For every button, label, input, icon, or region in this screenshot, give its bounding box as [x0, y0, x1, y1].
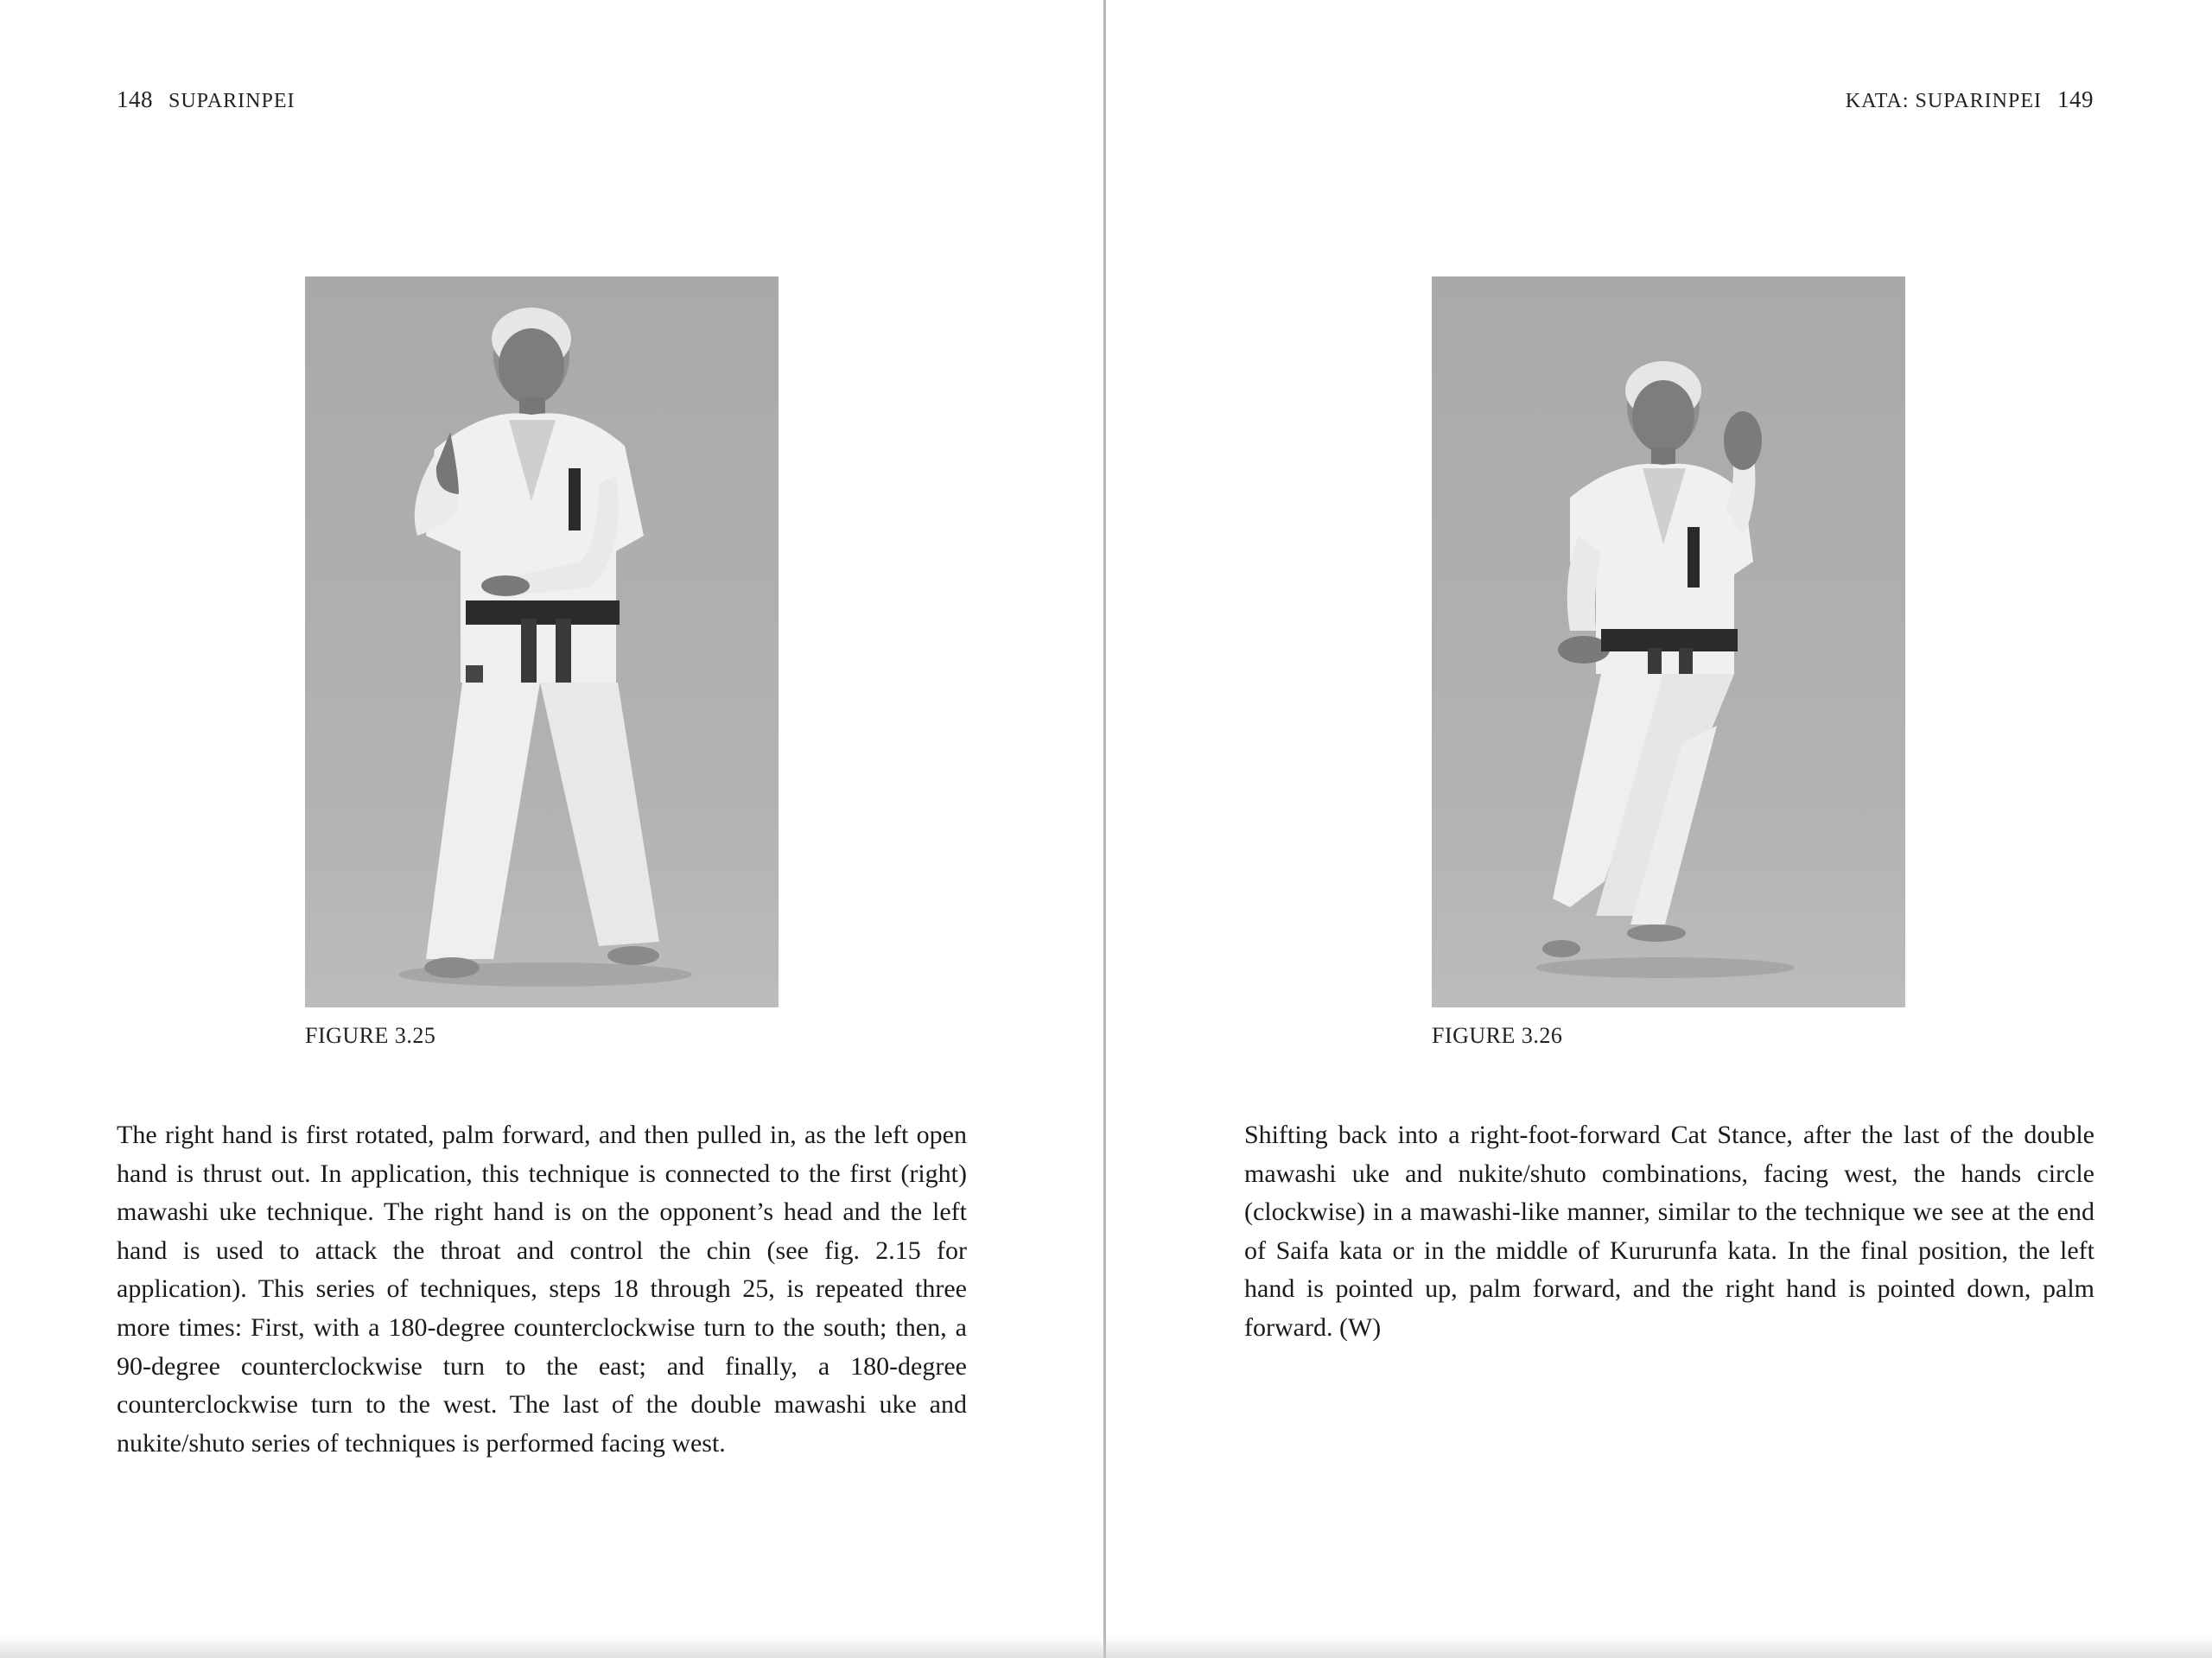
bottom-shadow [0, 1636, 2212, 1658]
right-page-number: 149 [2057, 86, 2094, 112]
right-page [1106, 0, 2212, 1658]
figure-3-25-caption: FIGURE 3.25 [305, 1023, 436, 1048]
figure-3-25-photo [305, 276, 779, 1007]
left-body-paragraph: The right hand is first rotated, palm forward, and then pulled in, as the left open hand is thrust out. In application, this technique is connected to the first (right) mawashi uke technique. The right hand is on the opponent’s head and the left hand is used to attack the throat and control the chin (see fig. 2.15 for application). This series of techniques, steps 18 through 25, is repeated three more times: First, with a 180-degree counterclockwise turn to the south; then, a 90-degree counterclockwise turn to the east; and finally, a 180-degree counterclockwise turn to the west. The last of the double mawashi uke and nukite/shuto series of techniques is performed facing west. [117, 1121, 967, 1458]
left-running-head [117, 86, 296, 113]
figure-3-26-caption: FIGURE 3.26 [1432, 1023, 1563, 1048]
figure-3-26-photo [1432, 276, 1905, 1007]
left-page [0, 0, 1103, 1658]
left-page-number: 148 [117, 86, 153, 112]
right-running-head [1846, 86, 2094, 113]
karate-cat-stance-illustration-right [1432, 276, 1905, 1007]
right-body-paragraph: Shifting back into a right-foot-forward Cat Stance, after the last of the double mawashi uke and nukite/shuto combinations, facing west, the hands circle (clockwise) in a mawashi-like manner, similar to the technique we see at the end of Saifa kata or in the middle of Kururunfa kata. In the final position, the left hand is pointed up, palm forward, and the right hand is pointed down, palm forward. (W) [1244, 1121, 2094, 1342]
right-running-head-title: KATA: SUPARINPEI [1845, 90, 2042, 112]
karate-stance-illustration-left [305, 276, 779, 1007]
left-running-head-title: SUPARINPEI [168, 90, 296, 112]
